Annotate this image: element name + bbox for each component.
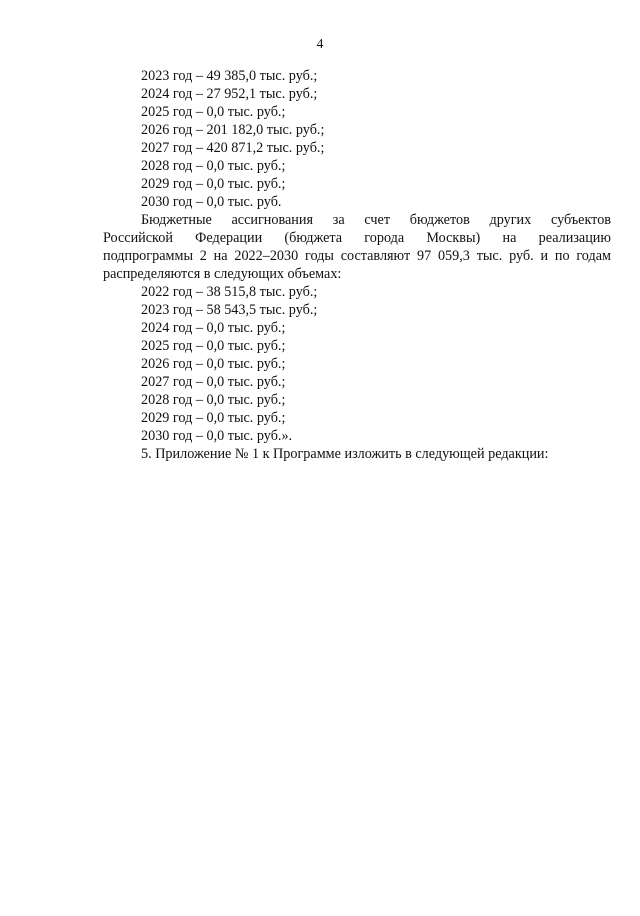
paragraph-line: Бюджетные ассигнования за счет бюджетов других субъектов <box>141 212 611 228</box>
list-item: 2029 год – 0,0 тыс. руб.; <box>141 176 286 192</box>
list-item: 2024 год – 0,0 тыс. руб.; <box>141 320 286 336</box>
paragraph-line: распределяются в следующих объемах: <box>103 266 342 282</box>
list-item: 2030 год – 0,0 тыс. руб.». <box>141 428 293 444</box>
section-item-5: 5. Приложение № 1 к Программе изложить в следующей редакции: <box>141 446 549 462</box>
list-item: 2022 год – 38 515,8 тыс. руб.; <box>141 284 318 300</box>
list-item: 2023 год – 49 385,0 тыс. руб.; <box>141 68 318 84</box>
list-item: 2025 год – 0,0 тыс. руб.; <box>141 104 286 120</box>
list-item: 2028 год – 0,0 тыс. руб.; <box>141 158 286 174</box>
list-item: 2026 год – 201 182,0 тыс. руб.; <box>141 122 325 138</box>
list-item: 2027 год – 420 871,2 тыс. руб.; <box>141 140 325 156</box>
list-item: 2027 год – 0,0 тыс. руб.; <box>141 374 286 390</box>
paragraph-line: Российской Федерации (бюджета города Москвы) на реализацию <box>103 230 611 246</box>
page-number: 4 <box>316 36 324 51</box>
list-item: 2024 год – 27 952,1 тыс. руб.; <box>141 86 318 102</box>
list-item: 2026 год – 0,0 тыс. руб.; <box>141 356 286 372</box>
paragraph-line: подпрограммы 2 на 2022–2030 годы составляют 97 059,3 тыс. руб. и по годам <box>103 248 611 264</box>
list-item: 2028 год – 0,0 тыс. руб.; <box>141 392 286 408</box>
list-item: 2025 год – 0,0 тыс. руб.; <box>141 338 286 354</box>
list-item: 2029 год – 0,0 тыс. руб.; <box>141 410 286 426</box>
list-item: 2023 год – 58 543,5 тыс. руб.; <box>141 302 318 318</box>
list-item: 2030 год – 0,0 тыс. руб. <box>141 194 282 210</box>
